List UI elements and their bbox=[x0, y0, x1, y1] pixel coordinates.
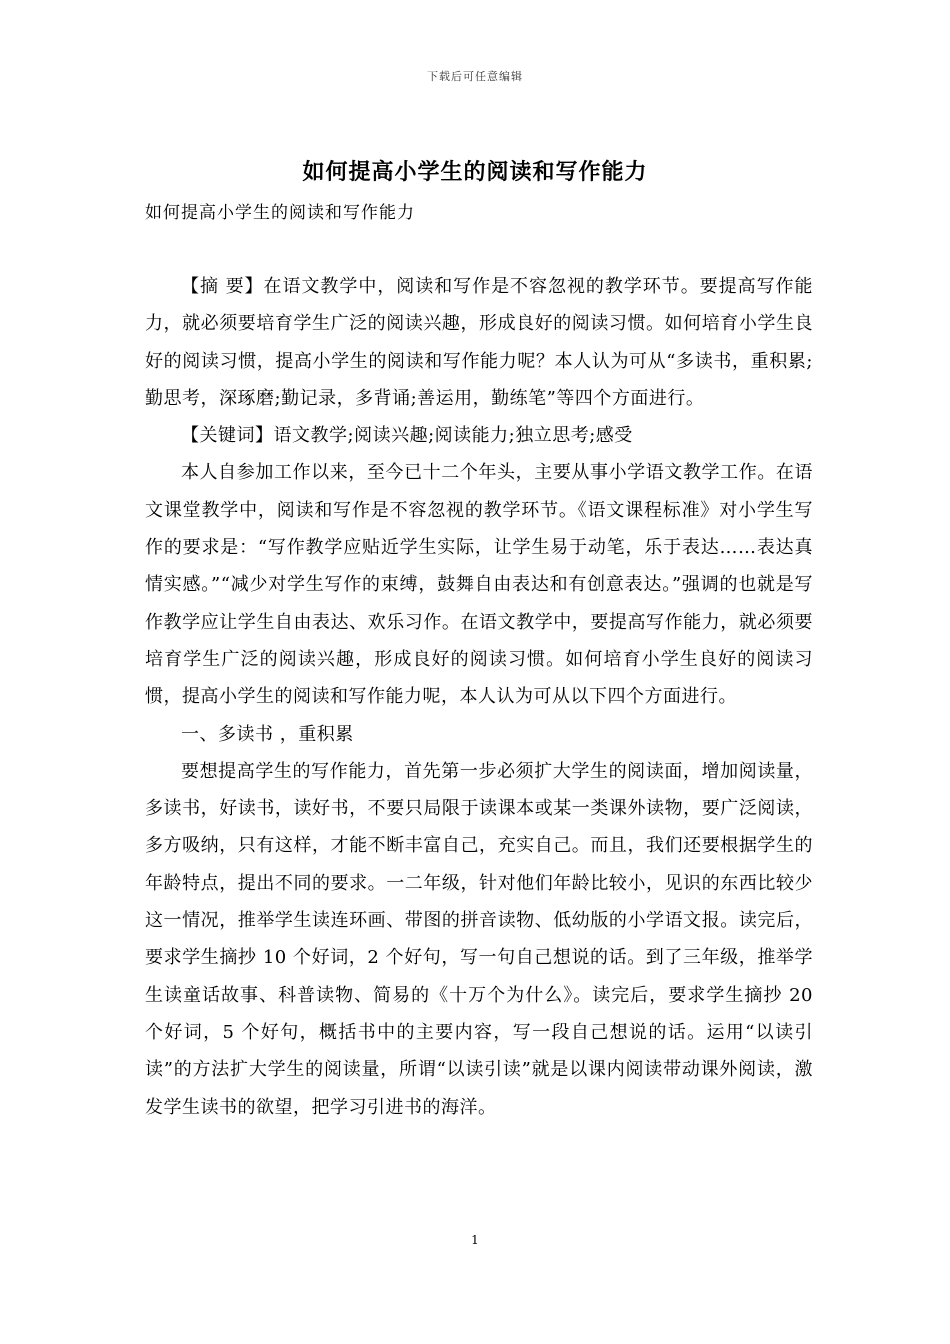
document-title: 如何提高小学生的阅读和写作能力 bbox=[302, 159, 648, 185]
page-number: 1 bbox=[471, 1233, 479, 1247]
header-note: 下载后可任意编辑 bbox=[427, 70, 523, 83]
section-heading: 一、多读书 ，重积累 bbox=[181, 723, 354, 745]
keywords-paragraph: 【关键词】语文教学;阅读兴趣;阅读能力;独立思考;感受 bbox=[181, 425, 633, 447]
abstract-paragraph: 【摘 要】在语文教学中，阅读和写作是不容忽视的教学环节。要提高写作能力，就必须要培育学生广泛的阅读兴趣，形成良好的阅读习惯。如何培育小学生良好的阅读习惯，提高小学生的阅读和写作能力呢？本人认为可从“多读书，重积累;勤思考，深琢磨;勤记录，多背诵;善运用，勤练笔”等四个方面进行。 bbox=[145, 276, 813, 409]
document-subtitle: 如何提高小学生的阅读和写作能力 bbox=[145, 203, 415, 223]
section-paragraph: 要想提高学生的写作能力，首先第一步必须扩大学生的阅读面，增加阅读量，多读书，好读书，读好书，不要只局限于读课本或某一类课外读物，要广泛阅读，多方吸纳，只有这样，才能不断丰富自己，充实自己。而且，我们还要根据学生的年龄特点，提出不同的要求。一二年级，针对他们年龄比较小，见识的东西比较少这一情况，推举学生读连环画、带图的拼音读物、低幼版的小学语文报。读完后，要求学生摘抄 10 个好词，2 个好句，写一句自己想说的话。到了三年级，推举学生读童话故事、科普读物、简易的《十万个为什么》。读完后，要求学生摘抄 20 个好词，5 个好句，概括书中的主要内容，写一段自己想说的话。运用“以读引读”的方法扩大学生的阅读量，所谓“以读引读”就是以课内阅读带动课外阅读，激发学生读书的欲望，把学习引进书的海洋。 bbox=[145, 760, 813, 1118]
document-body bbox=[145, 268, 813, 1126]
intro-paragraph: 本人自参加工作以来，至今已十二个年头，主要从事小学语文教学工作。在语文课堂教学中，阅读和写作是不容忽视的教学环节。《语文课程标准》对小学生写作的要求是：“写作教学应贴近学生实际，让学生易于动笔，乐于表达……表达真情实感。”“减少对学生写作的束缚，鼓舞自由表达和有创意表达。”强调的也就是写作教学应让学生自由表达、欢乐习作。在语文教学中，要提高写作能力，就必须要培育学生广泛的阅读兴趣，形成良好的阅读习惯。如何培育小学生良好的阅读习惯，提高小学生的阅读和写作能力呢，本人认为可从以下四个方面进行。 bbox=[145, 462, 813, 708]
